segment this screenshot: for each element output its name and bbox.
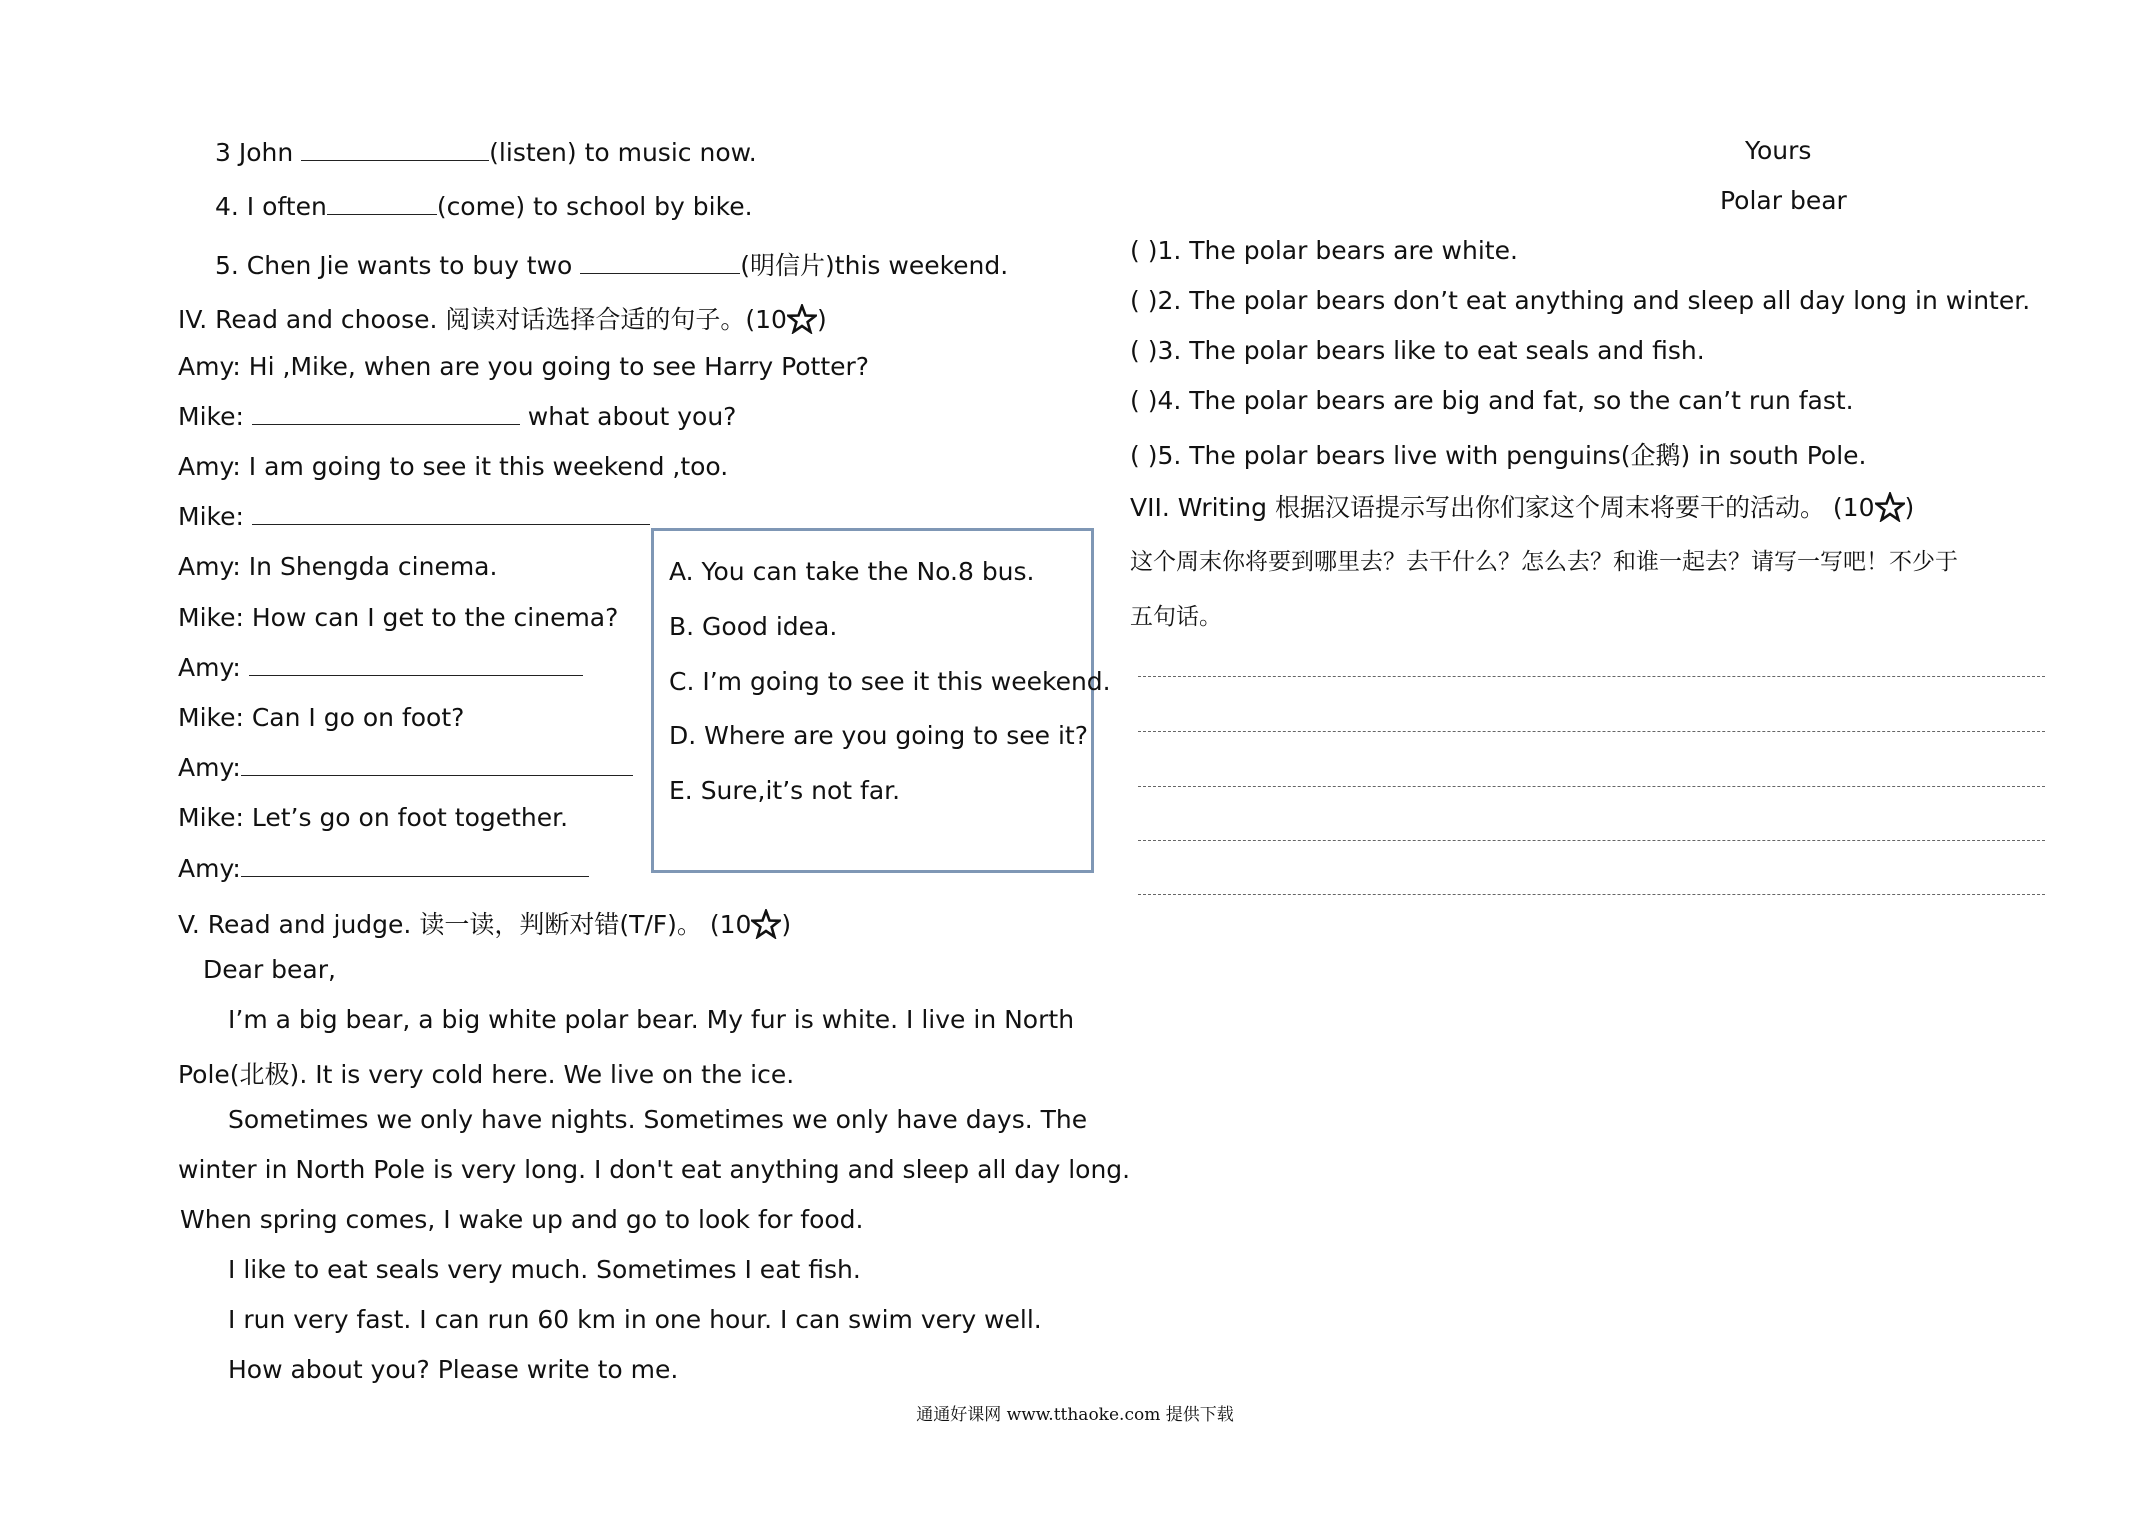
letter-line: I like to eat seals very much. Sometimes I eat fish. (228, 1255, 861, 1284)
answer-blank[interactable] (301, 138, 489, 161)
dialogue-text-after: what about you? (519, 402, 737, 431)
writing-line-1[interactable] (1138, 676, 2045, 677)
dialogue-line-10 (178, 803, 568, 832)
dialogue-line-5 (178, 552, 497, 581)
section-7-heading (1130, 488, 1914, 524)
judgment-2: ( )2. The polar bears don’t eat anything and sleep all day long in winter. (1130, 286, 2031, 315)
option-e: E. Sure,it’s not far. (669, 776, 901, 805)
question-4 (215, 192, 753, 221)
letter-line: Pole(北极). It is very cold here. We live on the ice. (178, 1060, 795, 1089)
judgment-5: ( )5. The polar bears live with penguins(企鹅) in south Pole. (1130, 441, 1867, 470)
section-5-heading-end: ) (781, 910, 792, 939)
section-4-heading-end: ) (816, 305, 827, 334)
section-7-heading-text: VII. Writing 根据汉语提示写出你们家这个周末将要干的活动。 (10 (1130, 493, 1875, 522)
section-7-heading-end: ) (1904, 493, 1915, 522)
question-3-hint: (listen) to music now. (489, 138, 757, 167)
dialogue-line-6 (178, 603, 618, 632)
letter-line: How about you? Please write to me. (228, 1355, 679, 1384)
answer-blank[interactable] (241, 854, 589, 877)
option-b: B. Good idea. (669, 612, 838, 641)
dialogue-line-9 (178, 753, 633, 782)
star-icon (787, 304, 817, 334)
dialogue-line-11 (178, 854, 589, 883)
dialogue-line-7 (178, 653, 583, 682)
writing-line-4[interactable] (1138, 840, 2045, 841)
star-icon (1875, 492, 1905, 522)
writing-line-3[interactable] (1138, 786, 2045, 787)
letter-line: winter in North Pole is very long. I don't eat anything and sleep all day long. (178, 1155, 1131, 1184)
letter-line: Sometimes we only have nights. Sometimes we only have days. The (228, 1105, 1088, 1134)
answer-blank[interactable] (241, 753, 633, 776)
footer-source: 通通好课网 www.tthaoke.com 提供下载 (916, 1405, 1234, 1425)
answer-blank[interactable] (580, 251, 740, 274)
dialogue-text: Mike: Can I go on foot? (178, 703, 465, 732)
option-c: C. I’m going to see it this weekend. (669, 667, 1111, 696)
question-5-text: 5. Chen Jie wants to buy two (215, 251, 581, 280)
letter-closing: Yours (1745, 136, 1812, 165)
dialogue-text: Amy: (178, 653, 249, 682)
option-a: A. You can take the No.8 bus. (669, 557, 1035, 586)
section-5-heading-text: V. Read and judge. 读一读，判断对错(T/F)。 (10 (178, 910, 752, 939)
letter-line: When spring comes, I wake up and go to look for food. (180, 1205, 864, 1234)
writing-prompt-line-1: 这个周末你将要到哪里去？去干什么？怎么去？和谁一起去？请写一写吧！不少于 (1130, 549, 1958, 575)
dialogue-text: Amy: I am going to see it this weekend ,too. (178, 452, 729, 481)
letter-greeting: Dear bear, (203, 955, 336, 984)
letter-line: I run very fast. I can run 60 km in one hour. I can swim very well. (228, 1305, 1042, 1334)
question-3 (215, 138, 757, 167)
question-5-hint: (明信片)this weekend. (740, 251, 1009, 280)
question-3-text: 3 John (215, 138, 302, 167)
answer-blank[interactable] (327, 192, 437, 215)
dialogue-text: Mike: (178, 502, 252, 531)
writing-line-5[interactable] (1138, 894, 2045, 895)
question-4-text: 4. I often (215, 192, 327, 221)
section-4-heading-text: IV. Read and choose. 阅读对话选择合适的句子。(10 (178, 305, 787, 334)
answer-blank[interactable] (252, 402, 520, 425)
star-icon (751, 909, 781, 939)
option-d: D. Where are you going to see it? (669, 721, 1088, 750)
options-box (651, 528, 1111, 873)
dialogue-text: Amy: (178, 854, 241, 883)
dialogue-line-8 (178, 703, 464, 732)
section-5-heading (178, 905, 791, 941)
dialogue-line-1 (178, 352, 869, 381)
answer-blank[interactable] (249, 653, 583, 676)
dialogue-text: Mike: Let’s go on foot together. (178, 803, 569, 832)
letter-signature: Polar bear (1720, 186, 1847, 215)
dialogue-line-3 (178, 452, 728, 481)
dialogue-text: Mike: (178, 402, 252, 431)
dialogue-line-4 (178, 502, 650, 531)
answer-blank[interactable] (252, 502, 650, 525)
dialogue-text: Mike: How can I get to the cinema? (178, 603, 619, 632)
question-5 (215, 246, 1008, 282)
writing-line-2[interactable] (1138, 731, 2045, 732)
dialogue-text: Amy: Hi ,Mike, when are you going to see Harry Potter? (178, 352, 870, 381)
section-4-heading (178, 300, 827, 336)
dialogue-text: Amy: (178, 753, 241, 782)
letter-line: I’m a big bear, a big white polar bear. My fur is white. I live in North (228, 1005, 1075, 1034)
dialogue-line-2 (178, 402, 736, 431)
writing-prompt-line-2: 五句话。 (1130, 604, 1222, 630)
judgment-4: ( )4. The polar bears are big and fat, so the can’t run fast. (1130, 386, 1854, 415)
dialogue-text: Amy: In Shengda cinema. (178, 552, 498, 581)
judgment-1: ( )1. The polar bears are white. (1130, 236, 1518, 265)
judgment-3: ( )3. The polar bears like to eat seals and fish. (1130, 336, 1705, 365)
question-4-hint: (come) to school by bike. (436, 192, 753, 221)
